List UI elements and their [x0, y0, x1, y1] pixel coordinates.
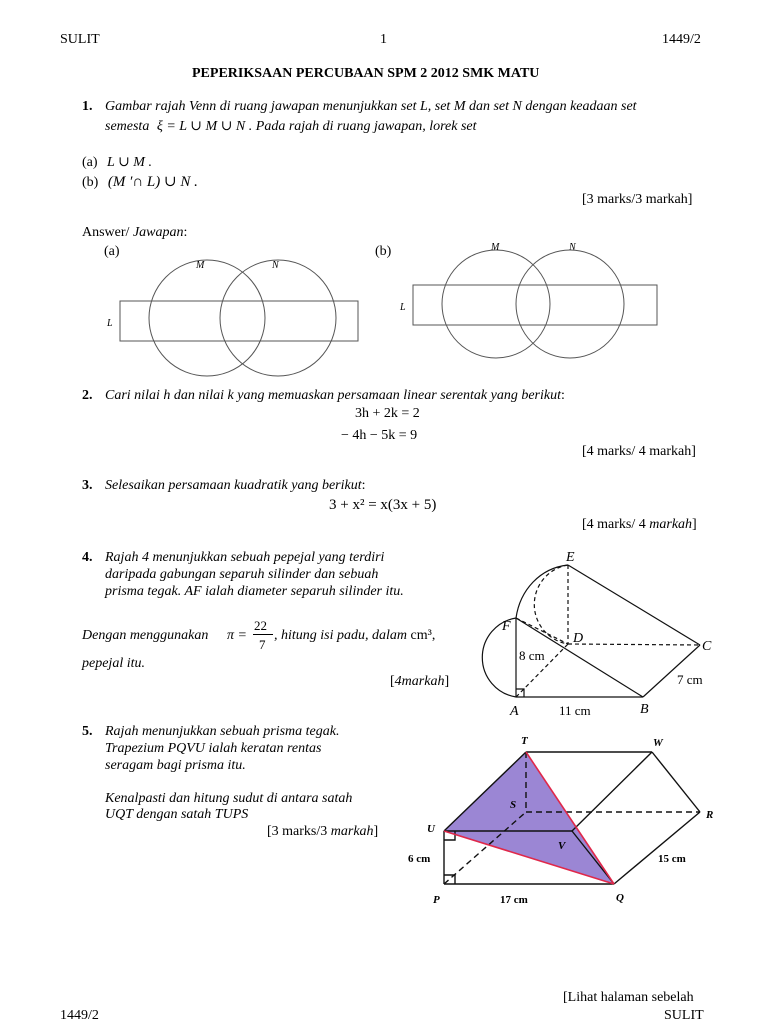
q5-marks-a: [3 marks/3	[267, 824, 331, 839]
q2-equation-1: 3h + 2k = 2	[355, 406, 420, 421]
q1-line2-rest: . Pada rajah di ruang jawapan, lorek set	[248, 119, 477, 134]
q4-label-c: C	[702, 639, 712, 654]
q4-label-a: A	[510, 704, 519, 719]
q1-part-a-label: (a)	[82, 155, 98, 170]
page-number: 1	[380, 32, 387, 47]
q5-label-r: R	[706, 809, 714, 821]
q4-label-width: 11 cm	[559, 703, 591, 718]
q1-universal-set: ξ = L ∪ M ∪ N	[156, 119, 246, 134]
header-left: SULIT	[60, 32, 100, 47]
q4-frac-den: 7	[259, 637, 266, 652]
page-title: PEPERIKSAAN PERCUBAAN SPM 2 2012 SMK MATU	[192, 66, 540, 81]
q3-text-body: Selesaikan persamaan kuadratik yang berikut	[105, 478, 362, 493]
q1-part-b-expr: (M ′∩ L) ∪ N .	[107, 174, 198, 190]
q5-line4: Kenalpasti dan hitung sudut di antara satah	[105, 791, 353, 806]
q3-equation: 3 + x² = x(3x + 5)	[329, 497, 437, 513]
q5-marks-c: ]	[373, 824, 379, 839]
q1-number: 1.	[82, 99, 93, 114]
q2-marks: [4 marks/ 4 markah]	[582, 444, 696, 459]
q5-label-u: U	[427, 823, 435, 835]
q5-label-p: P	[433, 894, 440, 906]
q4-line2: daripada gabungan separuh silinder dan sebuah	[105, 567, 379, 582]
q4-line4-b: , hitung isi padu, dalam	[274, 628, 408, 643]
footer-left: 1449/2	[60, 1008, 99, 1023]
q4-line1: Rajah 4 menunjukkan sebuah pepejal yang terdiri	[105, 550, 385, 565]
q5-edge-qr	[614, 812, 700, 884]
q3-marks-a: [4 marks/ 4	[582, 517, 650, 532]
q4-line4-a: Dengan menggunakan	[82, 628, 209, 643]
venn-b-label-n: N	[569, 242, 576, 253]
q1-marks: [3 marks/3 markah]	[582, 192, 693, 207]
q4-marks-c: ]	[444, 674, 450, 689]
q5-label-width: 17 cm	[500, 894, 528, 906]
q3-marks-c: ]	[692, 517, 697, 532]
q4-line3: prisma tegak. AF ialah diameter separuh silinder itu.	[105, 584, 404, 599]
venn-a-label-l: L	[107, 318, 113, 329]
venn-b-label-m: M	[491, 242, 500, 253]
q5-label-v: V	[558, 840, 566, 852]
q4-frac-num: 22	[254, 618, 267, 633]
q4-label-depth: 7 cm	[677, 672, 703, 687]
q4-pi: π =	[227, 628, 247, 643]
q4-label-e: E	[566, 550, 575, 565]
q4-unit: cm³,	[410, 628, 436, 643]
q1-sub-a: (a)	[104, 244, 120, 259]
q5-line1: Rajah menunjukkan sebuah prisma tegak.	[105, 724, 340, 739]
q1-semesta: semesta	[105, 119, 150, 134]
q5-label-height: 6 cm	[408, 853, 431, 865]
footer-next-page: [Lihat halaman sebelah	[563, 990, 694, 1005]
q1-line1: Gambar rajah Venn di ruang jawapan menunjukkan set L, set M dan set N dengan keadaan set	[105, 99, 637, 114]
venn-a-label-m: M	[196, 260, 205, 271]
q5-label-t: T	[521, 735, 528, 747]
q4-label-d: D	[573, 631, 584, 646]
q5-edge-wr	[652, 752, 700, 812]
q5-line2: Trapezium PQVU ialah keratan rentas	[105, 741, 322, 756]
q5-edge-vw	[572, 752, 652, 831]
q2-colon: :	[560, 388, 565, 403]
q1-part-b-label: (b)	[82, 175, 99, 190]
q1-part-a-expr: L ∪ M .	[107, 155, 152, 170]
answer-ms: Jawapan	[132, 225, 184, 240]
venn-b-label-l: L	[400, 302, 406, 313]
q5-line3: seragam bagi prisma itu.	[105, 758, 246, 773]
q3-colon: :	[361, 478, 366, 493]
q5-line5: UQT dengan satah TUPS	[105, 807, 249, 822]
q4-label-f: F	[502, 619, 511, 634]
q5-label-s: S	[510, 799, 517, 811]
q5-label-depth: 15 cm	[658, 853, 686, 865]
header-right: 1449/2	[662, 32, 701, 47]
q5-label-w: W	[653, 737, 663, 749]
q4-number: 4.	[82, 550, 93, 565]
q1-sub-b: (b)	[375, 244, 392, 259]
venn-a-label-n: N	[272, 260, 279, 271]
q2-number: 2.	[82, 388, 93, 403]
q4-label-height: 8 cm	[519, 648, 545, 663]
q4-marks-b: 4markah	[394, 674, 445, 689]
q5-plane-uqt	[444, 752, 614, 884]
q2-equation-2: − 4h − 5k = 9	[341, 428, 418, 443]
answer-colon: :	[183, 225, 188, 240]
answer-en: Answer/	[82, 225, 133, 240]
q5-marks-b: markah	[330, 824, 374, 839]
q3-marks-b: markah	[649, 517, 693, 532]
q2-text-body: Cari nilai h dan nilai k yang memuaskan persamaan linear serentak yang berikut	[105, 388, 561, 403]
footer-right: SULIT	[664, 1008, 704, 1023]
q4-marks-a: [	[390, 674, 395, 689]
q4-label-b: B	[640, 702, 649, 717]
q3-number: 3.	[82, 478, 93, 493]
q4-line5: pepejal itu.	[82, 656, 145, 671]
q5-number: 5.	[82, 724, 93, 739]
q5-label-q: Q	[616, 892, 624, 904]
